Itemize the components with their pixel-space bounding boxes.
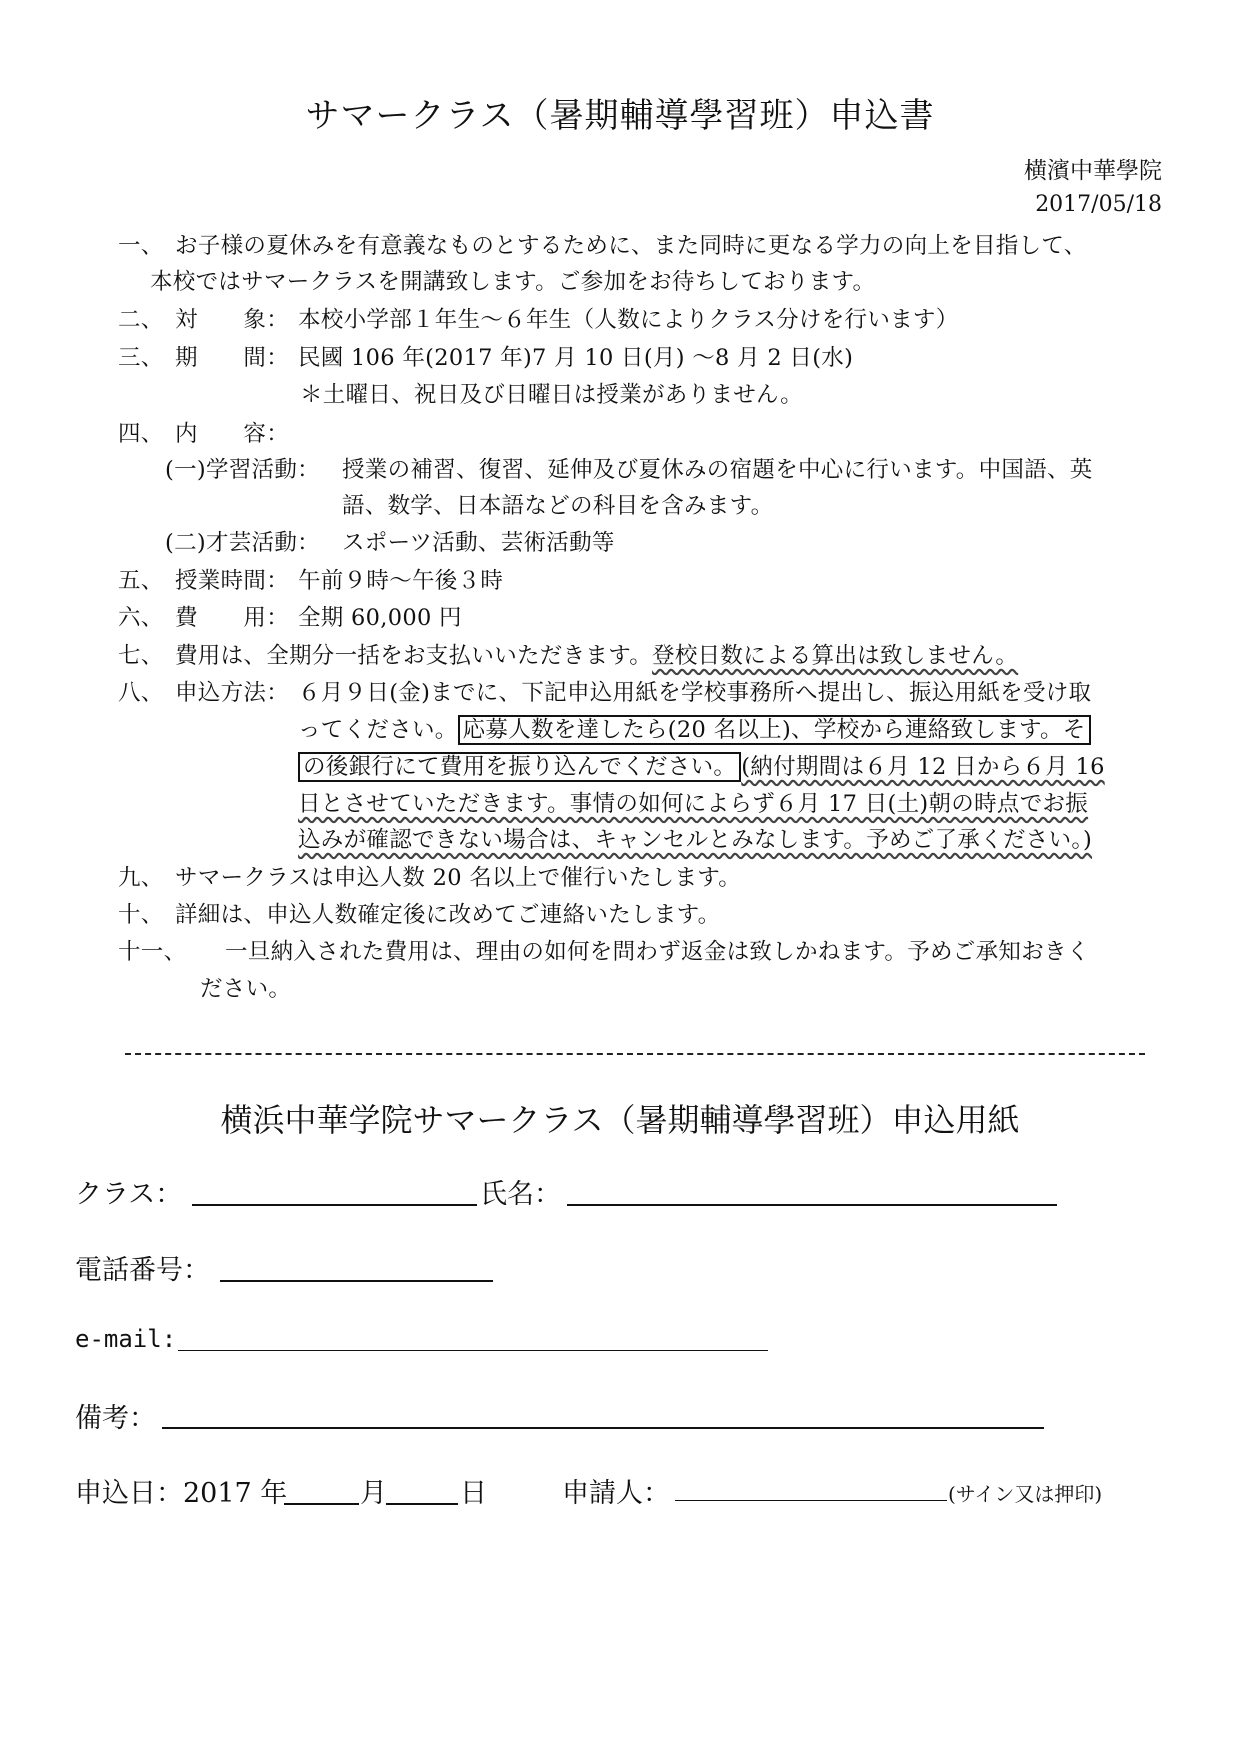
- item-11-number: 十一、: [118, 939, 187, 965]
- signature-note: (サイン又は押印): [948, 1482, 1103, 1506]
- item-5-text: 午前９時～午後３時: [298, 568, 504, 594]
- item-3-number: 三、: [118, 345, 164, 371]
- item-11-line-1: 一旦納入された費用は、理由の如何を問わず返金は致しかねます。予めご承知おきく: [225, 939, 1090, 965]
- item-8-boxed-notice-2: の後銀行にて費用を振り込んでください。: [298, 752, 741, 782]
- month-field[interactable]: [284, 1503, 359, 1505]
- item-7-text: 費用は、全期分一括をお支払いいただきます。: [175, 643, 653, 669]
- item-8-line-2-text: ってください。: [298, 717, 458, 743]
- item-4-sub-1-label: (一)学習活動：: [165, 457, 320, 483]
- cut-line-divider: [125, 1053, 1145, 1055]
- item-8-number: 八、: [118, 680, 164, 706]
- item-8-line-1: ６月９日(金)までに、下記申込用紙を学校事務所へ提出し、振込用紙を受け取: [298, 680, 1092, 706]
- item-6-label: 費 用：: [175, 605, 290, 631]
- applicant-signature-field[interactable]: [675, 1500, 947, 1501]
- item-6-text: 全期 60,000 円: [298, 605, 462, 631]
- item-8-line-5: 込みが確認できない場合は、キャンセルとみなします。予めご了承ください。): [298, 827, 1093, 853]
- item-2-text: 本校小学部１年生～６年生（人数によりクラス分けを行います）: [298, 307, 959, 333]
- form-title: 横浜中華学院サマークラス（暑期輔導學習班）申込用紙: [220, 1101, 1020, 1139]
- item-10-number: 十、: [118, 902, 164, 928]
- item-8-line-3-text: (納付期間は６月 12 日から６月 16: [741, 754, 1105, 780]
- item-5-label: 授業時間：: [175, 568, 290, 594]
- item-11-line-2: ださい。: [200, 976, 292, 1002]
- item-8-line-2: [298, 712, 1091, 744]
- item-6-number: 六、: [118, 605, 164, 631]
- remarks-label: 備考：: [75, 1403, 156, 1434]
- item-4-number: 四、: [118, 421, 164, 447]
- email-label: e-mail:: [75, 1325, 177, 1353]
- item-1-line-2: 本校ではサマークラスを開講致します。ご参加をお待ちしております。: [150, 269, 876, 295]
- remarks-field[interactable]: [162, 1427, 1044, 1429]
- item-1-line-1: お子様の夏休みを有意義なものとするために、また同時に更なる学力の向上を目指して、: [175, 233, 1087, 259]
- name-label: 氏名：: [480, 1179, 561, 1210]
- item-9-text: サマークラスは申込人数 20 名以上で催行いたします。: [175, 865, 742, 891]
- email-field[interactable]: [178, 1350, 768, 1351]
- item-4-sub-1-line-1: 授業の補習、復習、延伸及び夏休みの宿題を中心に行います。中国語、英: [342, 457, 1093, 483]
- school-name: 横濱中華學院: [1024, 158, 1162, 184]
- document-date: 2017/05/18: [1035, 192, 1162, 217]
- phone-label: 電話番号：: [75, 1255, 210, 1286]
- day-field[interactable]: [386, 1503, 458, 1505]
- item-2-label: 対 象：: [175, 307, 290, 333]
- item-7-number: 七、: [118, 643, 164, 669]
- class-label: クラス：: [75, 1179, 183, 1210]
- month-label: 月: [360, 1478, 387, 1509]
- day-label: 日: [460, 1478, 487, 1509]
- item-8-line-4: 日とさせていただきます。事情の如何によらず６月 17 日(土)朝の時点でお振: [298, 791, 1089, 817]
- item-4-sub-1-line-2: 語、数学、日本語などの科目を含みます。: [342, 493, 774, 519]
- item-3-text: 民國 106 年(2017 年)7 月 10 日(月) ～8 月 2 日(水): [298, 345, 854, 371]
- item-8-label: 申込方法：: [175, 680, 290, 706]
- document-title: サマークラス（暑期輔導學習班）申込書: [305, 96, 935, 136]
- applicant-label: 申請人：: [562, 1478, 670, 1509]
- item-3-note: ＊土曜日、祝日及び日曜日は授業がありません。: [300, 382, 803, 408]
- item-4-label: 内 容：: [175, 421, 290, 447]
- item-8-boxed-notice-1: 応募人数を達したら(20 名以上)、学校から連絡致します。そ: [458, 715, 1091, 745]
- item-7-underlined-text: 登校日数による算出は致しません。: [652, 643, 1019, 669]
- item-1-number: 一、: [118, 233, 164, 259]
- item-9-number: 九、: [118, 865, 164, 891]
- name-field[interactable]: [567, 1204, 1057, 1206]
- item-5-number: 五、: [118, 568, 164, 594]
- date-label: 申込日：2017 年: [75, 1478, 288, 1509]
- item-7-line: [175, 638, 1018, 670]
- phone-field[interactable]: [220, 1280, 493, 1282]
- item-10-text: 詳細は、申込人数確定後に改めてご連絡いたします。: [175, 902, 721, 928]
- item-3-label: 期 間：: [175, 345, 290, 371]
- item-8-line-3: [298, 749, 1105, 781]
- item-4-sub-2-text: スポーツ活動、芸術活動等: [342, 530, 615, 556]
- class-field[interactable]: [192, 1204, 477, 1206]
- item-2-number: 二、: [118, 307, 164, 333]
- item-4-sub-2-label: (二)才芸活動：: [165, 530, 320, 556]
